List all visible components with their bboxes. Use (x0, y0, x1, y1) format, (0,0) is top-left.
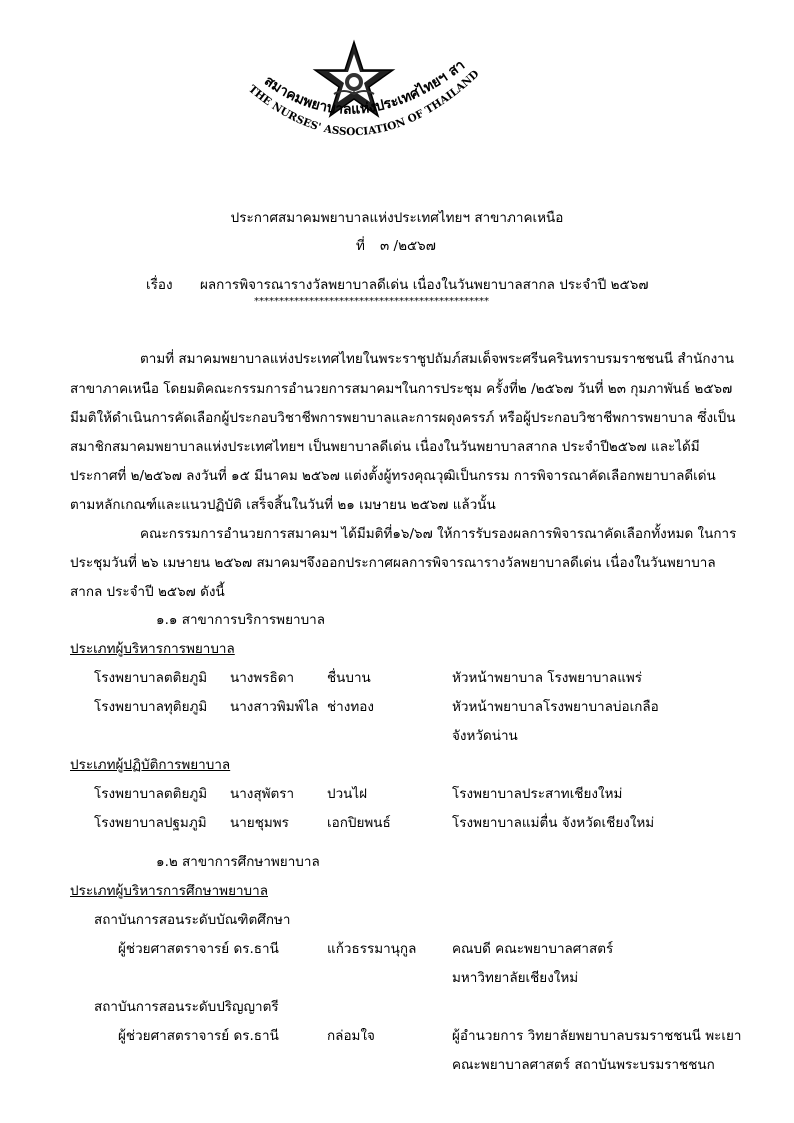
para1-line: ประกาศที่ ๒/๒๕๖๗ ลงวันที่ ๑๕ มีนาคม ๒๕๖๗ แต่งตั้งผู้ทรงคุณวุฒิเป็นกรรม การพิจารณาคัดเลือกพยาบาลดีเด่น (70, 468, 716, 484)
section-heading-nursing-education: ๑.๒ สาขาการศึกษาพยาบาล (156, 854, 320, 870)
para1-line: ตามหลักเกณฑ์และแนวปฏิบัติ เสร็จสิ้นในวันที่ ๒๑ เมษายน ๒๕๖๗ แล้วนั้น (70, 497, 496, 513)
award-hospital-level: โรงพยาบาลปฐมภูมิ (94, 815, 207, 831)
number-value: ๓ /๒๕๖๗ (380, 238, 436, 254)
logo-english-text: THE NURSES' ASSOCIATION OF THAILAND (246, 67, 482, 139)
category-nursing-administrator: ประเภทผู้บริหารการพยาบาล (70, 641, 235, 657)
award-first-name: นางสาวพิมพ์ไล (230, 699, 319, 715)
number-label: ที่ (356, 238, 365, 254)
logo-thai-text: สมาคมพยาบาลแห่งประเทศไทยฯ สา (261, 57, 469, 118)
section-heading-nursing-service: ๑.๑ สาขาการบริการพยาบาล (156, 612, 325, 628)
award-last-name: แก้วธรรมานุกูล (327, 941, 417, 957)
award-full-title-name: ผู้ช่วยศาสตราจารย์ ดร.ธานี (118, 1028, 279, 1044)
award-full-title-name: ผู้ช่วยศาสตราจารย์ ดร.ธานี (118, 941, 279, 957)
announcement-title: ประกาศสมาคมพยาบาลแห่งประเทศไทยฯ สาขาภาคเหนือ (230, 210, 564, 226)
award-first-name: นายชุมพร (230, 815, 289, 831)
para1-line: สาขาภาคเหนือ โดยมติคณะกรรมการอำนวยการสมาคมฯในการประชุม ครั้งที่๒ /๒๕๖๗ วันที่ ๒๓ กุมภาพันธ์ ๒๕๖๗ (70, 381, 733, 397)
subject-text: ผลการพิจารณารางวัลพยาบาลดีเด่น เนื่องในวันพยาบาลสากล ประจำปี ๒๕๖๗ (200, 277, 649, 293)
award-position-cont: มหาวิทยาลัยเชียงใหม่ (452, 970, 579, 986)
award-hospital-level: โรงพยาบาลตติยภูมิ (94, 786, 208, 802)
award-position-cont: คณะพยาบาลศาสตร์ สถาบันพระบรมราชชนก (452, 1057, 715, 1073)
para2-line: คณะกรรมการอำนวยการสมาคมฯ ได้มีมติที่๑๖/๖๗ ให้การรับรองผลการพิจารณาคัดเลือกทั้งหมด ในการ (140, 526, 737, 542)
subject-label: เรื่อง (146, 277, 173, 293)
award-position: โรงพยาบาลประสาทเชียงใหม่ (452, 786, 623, 802)
category-education-administrator: ประเภทผู้บริหารการศึกษาพยาบาล (70, 883, 268, 899)
para1-line: สมาชิกสมาคมพยาบาลแห่งประเทศไทยฯ เป็นพยาบาลดีเด่น เนื่องในวันพยาบาลสากล ประจำปี๒๕๖๗ และได้มี (70, 439, 700, 455)
para2-line: ประชุมวันที่ ๒๖ เมษายน ๒๕๖๗ สมาคมฯจึงออกประกาศผลการพิจารณารางวัลพยาบาลดีเด่น เนื่องในวันพยาบาล (70, 555, 716, 571)
award-position: ผู้อำนวยการ วิทยาลัยพยาบาลบรมราชชนนี พะเยา (452, 1028, 742, 1044)
para1-line: มีมติให้ดำเนินการคัดเลือกผู้ประกอบวิชาชีพการพยาบาลและการผดุงครรภ์ หรือผู้ประกอบวิชาชีพการพยาบาล ซึ่งเป็น (70, 410, 736, 426)
award-last-name: ช่างทอง (327, 699, 374, 715)
para2-line: สากล ประจำปี ๒๕๖๗ ดังนี้ (70, 584, 225, 600)
award-position: หัวหน้าพยาบาลโรงพยาบาลบ่อเกลือ (452, 699, 659, 715)
para1-line: ตามที่ สมาคมพยาบาลแห่งประเทศไทยในพระราชูปถัมภ์สมเด็จพระศรีนครินทราบรมราชชนนี สำนักงาน (140, 351, 734, 367)
award-first-name: นางพรธิดา (230, 670, 295, 686)
award-last-name: กล่อมใจ (327, 1028, 375, 1044)
award-last-name: เอกปิยพนธ์ (327, 815, 391, 831)
subcategory-graduate: สถาบันการสอนระดับบัณฑิตศึกษา (94, 912, 291, 928)
subcategory-undergraduate: สถาบันการสอนระดับปริญญาตรี (94, 999, 279, 1015)
award-first-name: นางสุพัตรา (230, 786, 295, 802)
award-hospital-level: โรงพยาบาลทุติยภูมิ (94, 699, 208, 715)
divider-stars: *********************************************** (254, 296, 489, 307)
association-logo (228, 38, 490, 198)
award-position: คณบดี คณะพยาบาลศาสตร์ (452, 941, 614, 957)
category-nursing-practitioner: ประเภทผู้ปฏิบัติการพยาบาล (70, 757, 231, 773)
award-last-name: ปวนไฝ (327, 786, 368, 802)
award-hospital-level: โรงพยาบาลตติยภูมิ (94, 670, 208, 686)
award-last-name: ชื่นบาน (327, 670, 371, 686)
award-position: หัวหน้าพยาบาล โรงพยาบาลแพร่ (452, 670, 643, 686)
award-position: โรงพยาบาลแม่ตื่น จังหวัดเชียงใหม่ (452, 815, 655, 831)
award-position-cont: จังหวัดน่าน (452, 728, 518, 744)
